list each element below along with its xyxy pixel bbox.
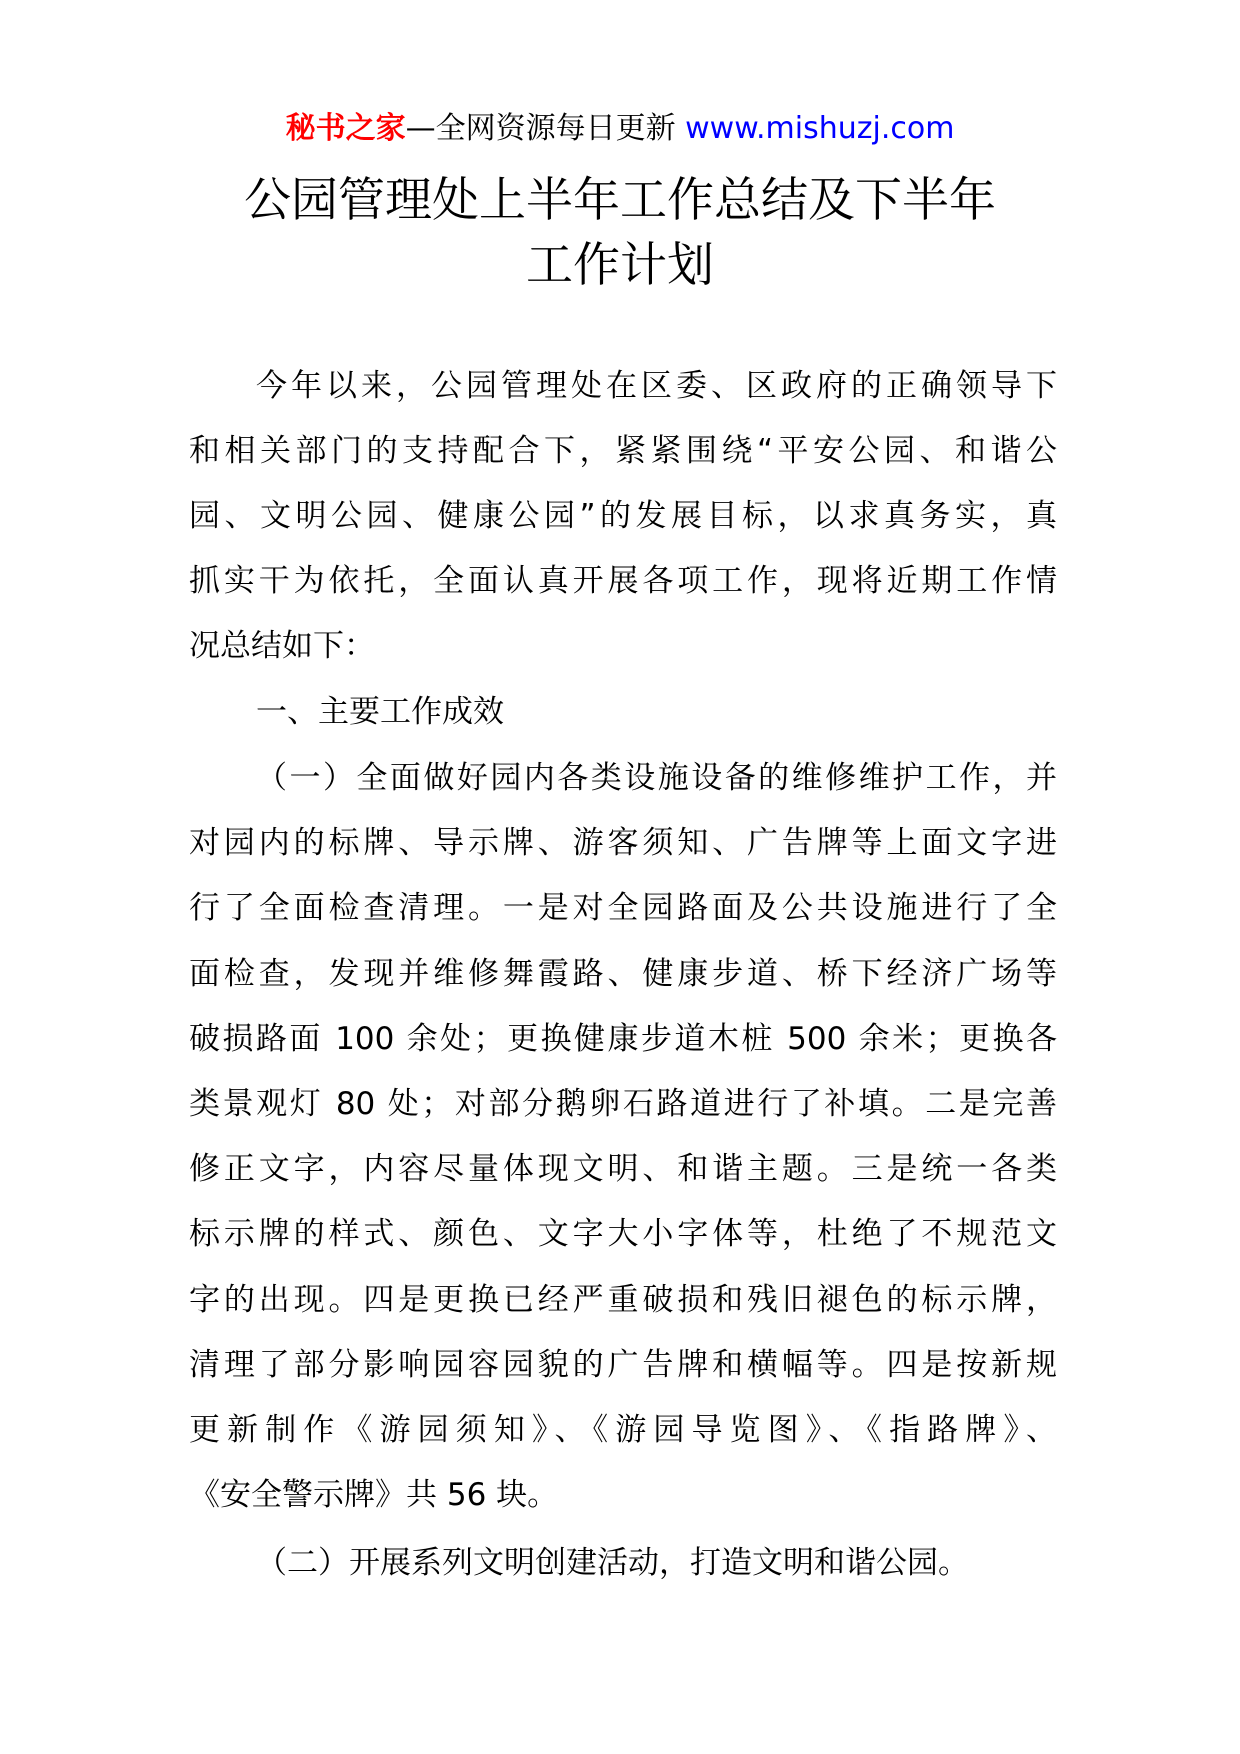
body-text-line: 园、文明公园、健康公园”的发展目标，以求真务实，真 [189,498,1057,534]
body-text-line: 况总结如下： [189,628,375,664]
body-text-line: 清理了部分影响园容园貌的广告牌和横幅等。四是按新规 [189,1347,1057,1383]
body-text-line: （二）开展系列文明创建活动，打造文明和谐公园。 [256,1545,969,1581]
body-text-line: 《安全警示牌》共 56 块。 [189,1477,559,1513]
body-text-line: 一、主要工作成效 [256,694,504,730]
body-text-line: 破损路面 100 余处；更换健康步道木桩 500 余米；更换各 [189,1021,1057,1057]
body-text-line: 今年以来，公园管理处在区委、区政府的正确领导下 [256,368,1057,404]
site-url-link[interactable]: www.mishuzj.com [685,111,955,146]
body-text-line: 类景观灯 80 处；对部分鹅卵石路道进行了补填。二是完善 [189,1086,1057,1122]
site-brand: 秘书之家 [285,111,406,146]
body-text-line: 标示牌的样式、颜色、文字大小字体等，杜绝了不规范文 [189,1216,1057,1252]
site-tagline: —全网资源每日更新 [405,111,676,146]
body-text-line: （一）全面做好园内各类设施设备的维修维护工作，并 [256,760,1057,796]
body-text-line: 面检查，发现并维修舞霞路、健康步道、桥下经济广场等 [189,956,1057,992]
body-text-line: 和相关部门的支持配合下，紧紧围绕“平安公园、和谐公 [189,433,1057,469]
body-text-line: 对园内的标牌、导示牌、游客须知、广告牌等上面文字进 [189,825,1057,861]
body-text-line: 更新制作《游园须知》、《游园导览图》、《指路牌》、 [189,1412,1057,1448]
body-text-line: 字的出现。四是更换已经严重破损和残旧褪色的标示牌， [189,1282,1057,1318]
body-text-line: 行了全面检查清理。一是对全园路面及公共设施进行了全 [189,890,1057,926]
body-text-line: 抓实干为依托，全面认真开展各项工作，现将近期工作情 [189,563,1057,599]
site-header [0,103,1240,147]
document-title-line-2: 工作计划 [526,238,714,293]
body-text-line: 修正文字，内容尽量体现文明、和谐主题。三是统一各类 [189,1151,1057,1187]
document-title-line-1: 公园管理处上半年工作总结及下半年 [244,173,996,228]
